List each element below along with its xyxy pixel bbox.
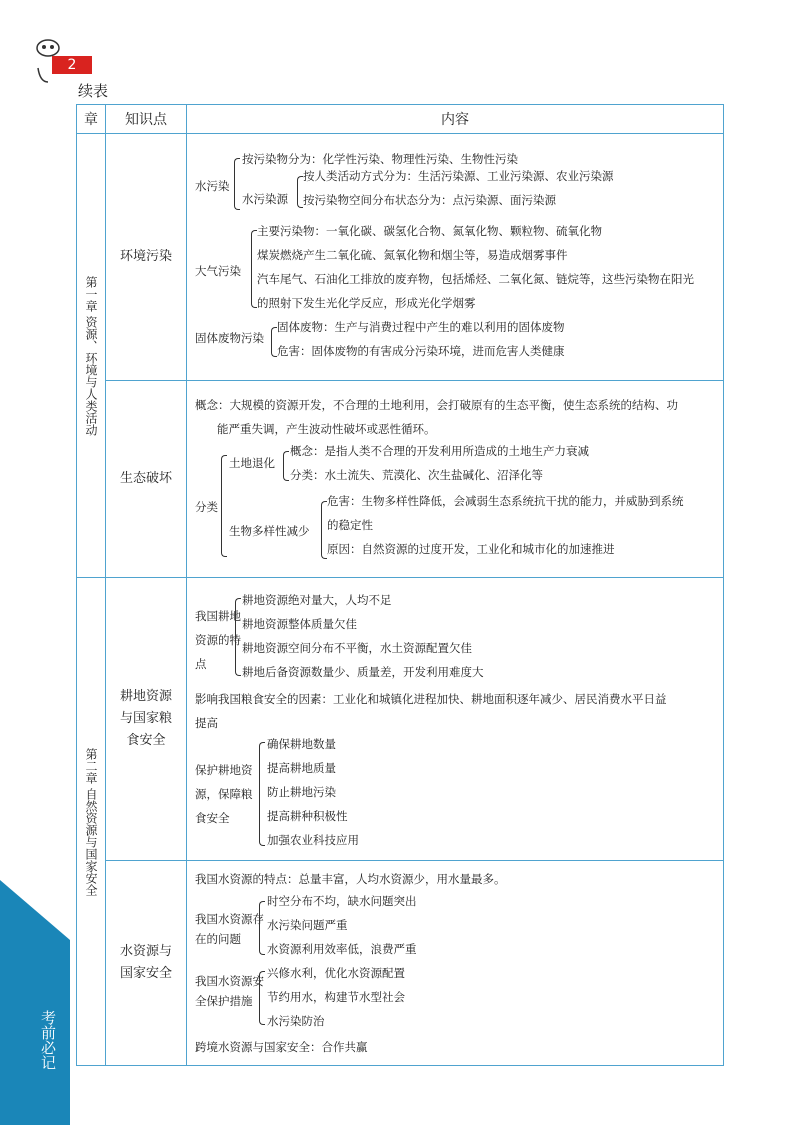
farm-feature-3: 耕地资源空间分布不平衡，水土资源配置欠佳: [242, 641, 472, 655]
water-feature: 我国水资源的特点：总量丰富，人均水资源少，用水量最多。: [195, 872, 506, 886]
protect-5: 加强农业科技应用: [267, 833, 359, 847]
water-measure-1: 兴修水利，优化水资源配置: [267, 966, 405, 980]
farm-feature: 我国耕地资源的特点: [195, 609, 241, 671]
water-measure: 我国水资源安全保护措施: [195, 974, 264, 1008]
land-2: 分类：水土流失、荒漠化、次生盐碱化、沼泽化等: [290, 468, 543, 482]
page-number: 2: [52, 56, 92, 74]
farm-feature-4: 耕地后备资源数量少、质量差，开发利用难度大: [242, 665, 484, 679]
eco-classify: 分类: [195, 500, 218, 514]
solid-pollution: 固体废物污染: [195, 331, 264, 345]
protect-1: 确保耕地数量: [267, 737, 336, 751]
solid-2: 危害：固体废物的有害成分污染环境，进而危害人类健康: [277, 344, 565, 358]
water-by-type: 按污染物分为：化学性污染、物理性污染、生物性污染: [242, 152, 518, 166]
eco-concept-2: 能严重失调，产生波动性破坏或恶性循环。: [217, 422, 436, 436]
col-header-point: 知识点: [106, 105, 187, 134]
chapter-2-label: 第二章 自然资源与国家安全: [84, 747, 98, 896]
water-measure-3: 水污染防治: [267, 1014, 325, 1028]
water-source-2: 按污染物空间分布状态分为：点污染源、面污染源: [303, 193, 556, 207]
bio-1: 危害：生物多样性降低，会减弱生态系统抗干扰的能力，并威胁到系统: [327, 494, 684, 508]
water-source: 水污染源: [242, 192, 288, 206]
continued-label: 续表: [78, 82, 109, 100]
water-problem: 我国水资源存在的问题: [195, 912, 264, 946]
farm-feature-1: 耕地资源绝对量大，人均不足: [242, 593, 392, 607]
eco-concept-1: 概念：大规模的资源开发，不合理的土地利用，会打破原有的生态平衡，使生态系统的结构、功: [195, 398, 678, 412]
water-problem-3: 水资源利用效率低，浪费严重: [267, 942, 417, 956]
cross-border-water: 跨境水资源与国家安全：合作共赢: [195, 1040, 368, 1054]
col-header-content: 内容: [187, 105, 724, 134]
knowledge-table: [76, 104, 724, 1066]
protect-4: 提高耕种积极性: [267, 809, 348, 823]
biodiversity-loss: 生物多样性减少: [229, 524, 310, 538]
water-measure-2: 节约用水，构建节水型社会: [267, 990, 405, 1004]
eco-content: [187, 381, 723, 577]
grain-factor-2: 提高: [195, 716, 218, 730]
env-content: [187, 134, 723, 380]
farm-protect: 保护耕地资源，保障粮食安全: [195, 763, 253, 825]
air-1: 主要污染物：一氧化碳、碳氢化合物、氮氧化物、颗粒物、硫氧化物: [257, 224, 602, 238]
water-pollution: 水污染: [195, 179, 230, 193]
chapter-1-label: 第一章 资源、环境与人类活动: [84, 275, 98, 436]
solid-1: 固体废物：生产与消费过程中产生的难以利用的固体废物: [277, 320, 565, 334]
side-label: 考前必记: [39, 1010, 57, 1070]
water-content: [187, 861, 723, 1065]
point-water: 水资源与国家安全: [119, 944, 172, 981]
air-3: 汽车尾气、石油化工排放的废弃物，包括烯烃、二氧化氮、链烷等，这些污染物在阳光: [257, 272, 694, 286]
air-pollution: 大气污染: [195, 264, 241, 278]
bio-3: 原因：自然资源的过度开发，工业化和城市化的加速推进: [327, 542, 615, 556]
farm-feature-2: 耕地资源整体质量欠佳: [242, 617, 357, 631]
air-4: 的照射下发生光化学反应，形成光化学烟雾: [257, 296, 476, 310]
protect-2: 提高耕地质量: [267, 761, 336, 775]
point-eco-damage: 生态破坏: [119, 471, 172, 486]
water-problem-1: 时空分布不均，缺水问题突出: [267, 894, 417, 908]
col-header-chapter: 章: [77, 105, 106, 134]
land-degradation: 土地退化: [229, 456, 275, 470]
land-1: 概念：是指人类不合理的开发利用所造成的土地生产力衰减: [290, 444, 589, 458]
farm-content: [187, 578, 723, 860]
side-tab-corner: [0, 880, 70, 940]
water-source-1: 按人类活动方式分为：生活污染源、工业污染源、农业污染源: [303, 169, 614, 183]
protect-3: 防止耕地污染: [267, 785, 336, 799]
air-2: 煤炭燃烧产生二氧化硫、氮氧化物和烟尘等，易造成烟雾事件: [257, 248, 568, 262]
bio-2: 的稳定性: [327, 518, 373, 532]
grain-factor-1: 影响我国粮食安全的因素：工业化和城镇化进程加快、耕地面积逐年减少、居民消费水平日益: [195, 692, 667, 706]
water-problem-2: 水污染问题严重: [267, 918, 348, 932]
point-farmland: 耕地资源与国家粮食安全: [119, 689, 172, 748]
point-env-pollution: 环境污染: [119, 249, 172, 264]
